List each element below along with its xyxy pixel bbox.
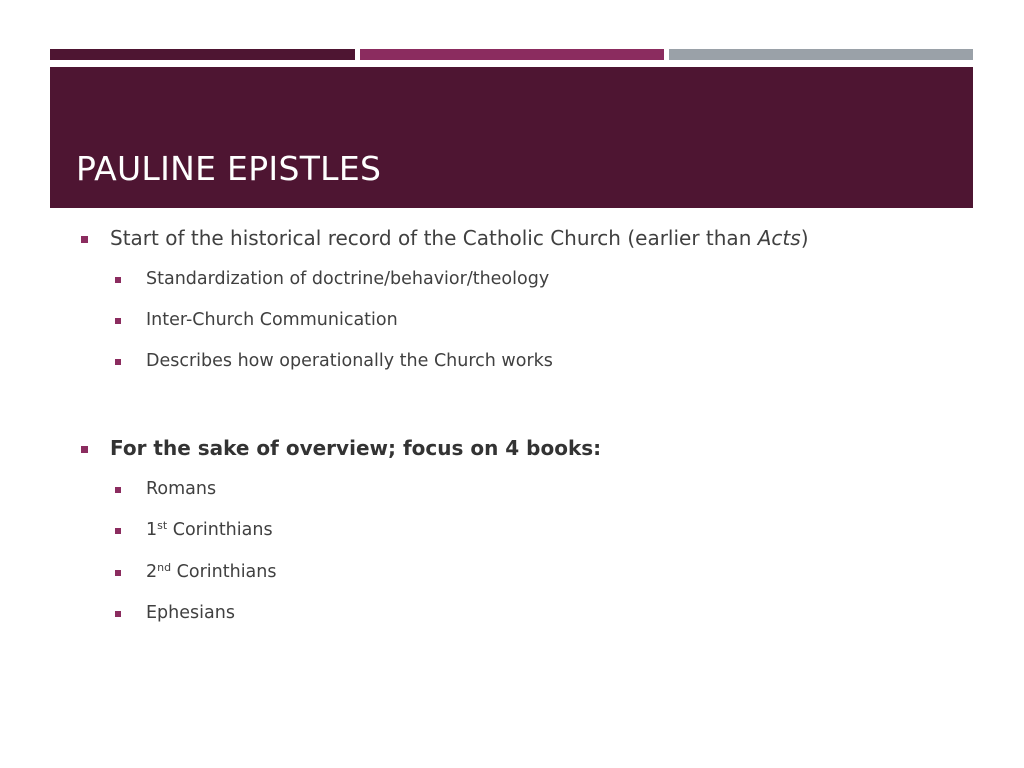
subitem-standardization [146, 269, 549, 289]
square-bullet-icon [81, 236, 88, 243]
subitem-2nd-corinthians [146, 562, 277, 582]
subitem-romans [146, 479, 216, 499]
ordinal-number: 2 [146, 562, 158, 582]
subitem-text: Corinthians [171, 562, 277, 582]
ordinal-suffix: st [157, 519, 168, 532]
square-bullet-icon [115, 611, 121, 617]
square-bullet-icon [115, 277, 121, 283]
square-bullet-icon [115, 570, 121, 576]
subitem-text: Inter-Church Communication [146, 310, 398, 330]
square-bullet-icon [115, 318, 121, 324]
bullet-historical-record [110, 226, 809, 250]
bullet-text-end: ) [800, 226, 809, 250]
subitem-text: Corinthians [167, 520, 273, 540]
square-bullet-icon [81, 446, 88, 453]
subitem-ephesians [146, 603, 235, 623]
subitem-text: Ephesians [146, 603, 235, 623]
bullet-text: For the sake of overview; focus on 4 books: [110, 436, 602, 460]
bullet-text-italic: Acts [757, 226, 801, 250]
bullet-overview [110, 436, 601, 460]
bullet-text-start: Start of the historical record of the Catholic Church (earlier than [110, 226, 758, 250]
subitem-text: Romans [146, 479, 217, 499]
square-bullet-icon [115, 528, 121, 534]
subitem-operations [146, 351, 553, 371]
subitem-1st-corinthians [146, 520, 273, 540]
subitem-text: Standardization of doctrine/behavior/theology [146, 269, 550, 289]
slide-title: PAULINE EPISTLES [76, 149, 382, 188]
square-bullet-icon [115, 487, 121, 493]
ordinal-suffix: nd [157, 561, 172, 574]
ordinal-number: 1 [146, 520, 158, 540]
square-bullet-icon [115, 359, 121, 365]
subitem-inter-church [146, 310, 398, 330]
subitem-text: Describes how operationally the Church works [146, 351, 553, 371]
